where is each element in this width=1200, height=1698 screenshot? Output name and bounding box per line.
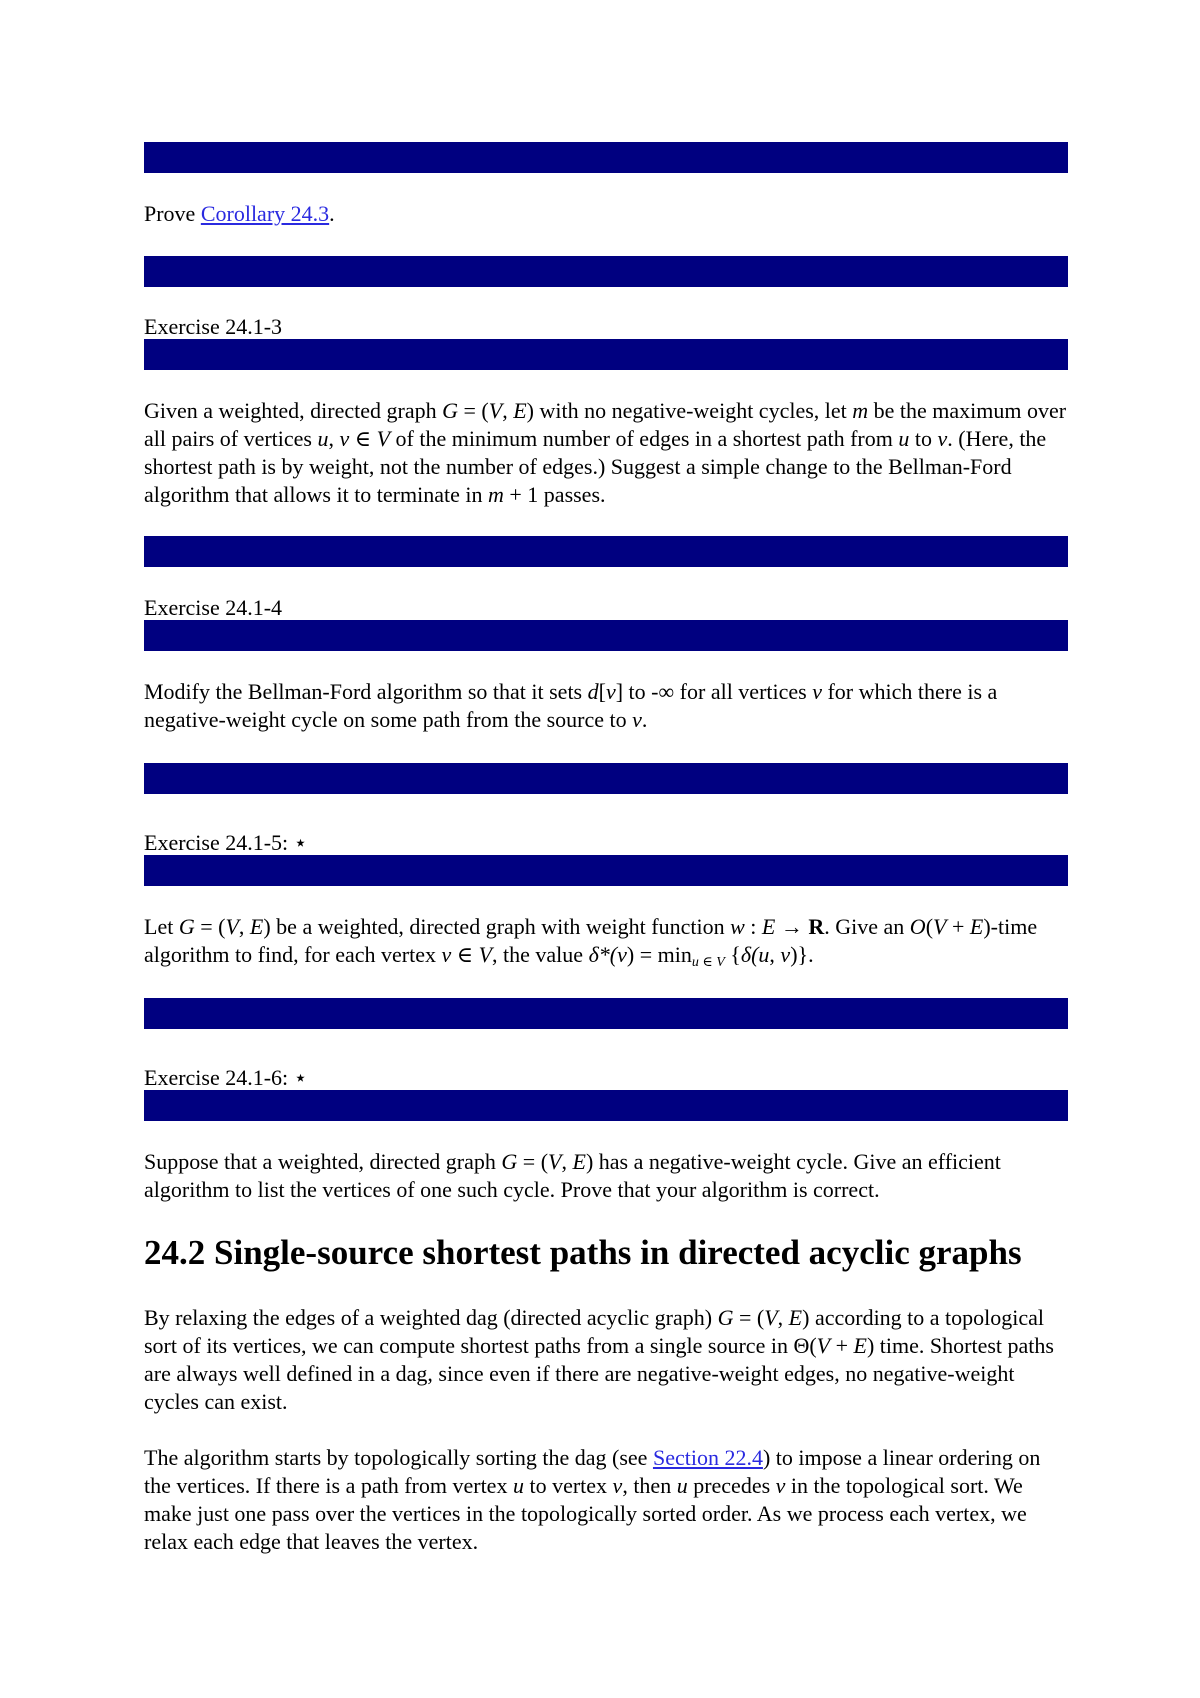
section-22-4-link[interactable]: Section 22.4	[652, 1445, 763, 1470]
exercise-24-1-5-title: Exercise 24.1-5: ⋆	[144, 830, 308, 855]
corollary-24-3-link[interactable]: Corollary 24.3	[200, 201, 330, 226]
section-divider-bar	[144, 620, 1068, 651]
exercise-24-1-2-text: Prove Corollary 24.3.	[144, 201, 335, 226]
section-divider-bar	[144, 339, 1068, 370]
section-divider-bar	[144, 998, 1068, 1029]
section-divider-bar	[144, 536, 1068, 567]
exercise-24-1-5-text: Let G = (V, E) be a weighted, directed graph with weight function w : E → R. Give an O(V + E)-time algorithm to find, for each vertex v ∈ V, the value $\delta*(v) = \min_{u \in V} \{\delta(u$, v)}.	[144, 914, 1038, 970]
section-divider-bar	[144, 763, 1068, 794]
section-divider-bar	[144, 855, 1068, 886]
exercise-24-1-4-title: Exercise 24.1-4	[144, 595, 283, 620]
section-divider-bar	[144, 142, 1068, 173]
exercise-24-1-6-text: Suppose that a weighted, directed graph G = (V, E) has a negative-weight cycle. Give an efficient algorithm to list the vertices of one such cycle. Prove that your algorithm is correct.	[144, 1149, 1001, 1202]
section-divider-bar	[144, 256, 1068, 287]
section-paragraph-1: By relaxing the edges of a weighted dag (directed acyclic graph) G = (V, E) according to a topological sort of its vertices, we can compute shortest paths from a single source in Θ(V + E) time. Shortest paths are always well defined in a dag, since even if there are negative-weight edges, no negative-weight cycles can exist.	[144, 1305, 1054, 1414]
exercise-24-1-3-text: Given a weighted, directed graph G = (V, E) with no negative-weight cycles, let m be the maximum over all pairs of vertices u, v ∈ V of the minimum number of edges in a shortest path from u to v. (Here, the shortest path is by weight, not the number of edges.) Suggest a simple change to the Bellman-Ford algorithm that allows it to terminate in m + 1 passes.	[144, 398, 1067, 507]
exercise-24-1-6-title: Exercise 24.1-6: ⋆	[144, 1065, 308, 1090]
star-icon: ⋆	[293, 830, 308, 855]
section-paragraph-2: The algorithm starts by topologically sorting the dag (see Section 22.4) to impose a linear ordering on the vertices. If there is a path from vertex u to vertex v, then u precedes v in the topological sort. We make just one pass over the vertices in the topologically sorted order. As we process each vertex, we relax each edge that leaves the vertex.	[144, 1445, 1041, 1554]
exercise-24-1-3-title: Exercise 24.1-3	[144, 314, 283, 339]
section-heading: 24.2 Single-source shortest paths in directed acyclic graphs	[144, 1233, 1022, 1272]
star-icon: ⋆	[293, 1065, 308, 1090]
section-divider-bar	[144, 1090, 1068, 1121]
exercise-24-1-4-text: Modify the Bellman-Ford algorithm so that it sets d[v] to -∞ for all vertices v for which there is a negative-weight cycle on some path from the source to v.	[144, 679, 998, 732]
